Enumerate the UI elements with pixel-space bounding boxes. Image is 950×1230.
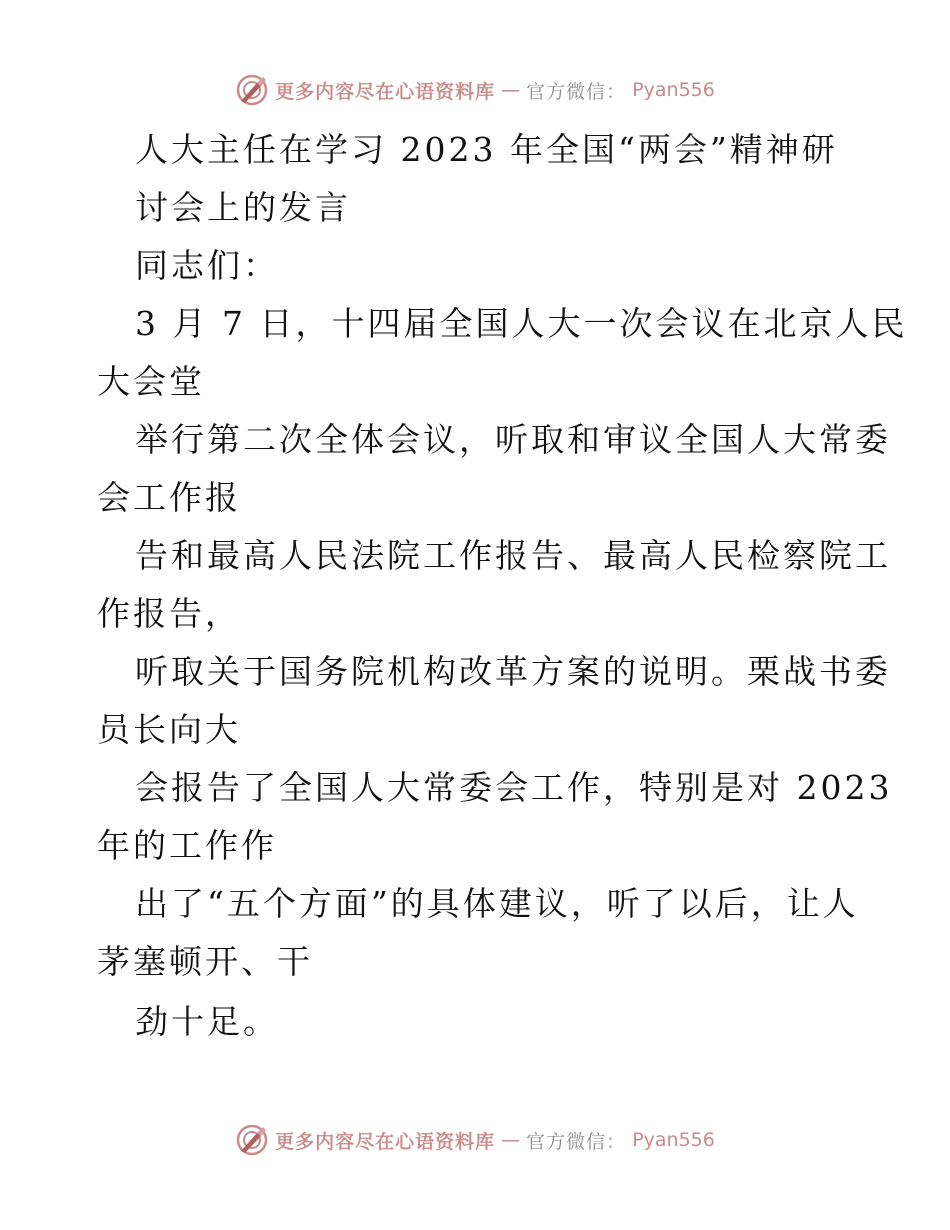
body-line: 年的工作作 [97,826,277,865]
watermark-tagline: 更多内容尽在心语资料库 [275,80,496,103]
watermark-wechat-id: Pyan556 [632,79,715,101]
document-title-line-1: 人大主任在学习 2023 年全国“两会”精神研 [135,130,838,169]
body-line: 大会堂 [97,362,205,401]
body-line: 会工作报 [97,478,241,517]
body-line: 3 月 7 日，十四届全国人大一次会议在北京人民 [135,304,908,343]
watermark-wechat-label: 官方微信： [526,1130,627,1153]
body-line: 员长向大 [97,710,241,749]
body-line: 举行第二次全体会议，听取和审议全国人大常委 [135,420,891,459]
pen-logo-icon [235,1123,269,1157]
watermark-wechat-id: Pyan556 [632,1129,715,1151]
watermark-wechat-label: 官方微信： [526,80,627,103]
watermark-separator: — [501,79,521,101]
body-line: 茅塞顿开、干 [97,942,313,981]
footer-watermark [0,1120,950,1160]
body-line: 会报告了全国人大常委会工作，特别是对 2023 [135,768,893,807]
watermark-separator: — [501,1129,521,1151]
body-line: 听取关于国务院机构改革方案的说明。栗战书委 [135,652,891,691]
document-salutation: 同志们： [135,246,279,285]
header-watermark [0,70,950,110]
body-line: 出了“五个方面”的具体建议，听了以后，让人 [135,884,859,923]
body-line: 告和最高人民法院工作报告、最高人民检察院工 [135,536,891,575]
document-title-line-2: 讨会上的发言 [135,188,351,227]
body-line: 作报告， [97,594,241,633]
body-line: 劲十足。 [135,1002,279,1041]
pen-logo-icon [235,73,269,107]
watermark-tagline: 更多内容尽在心语资料库 [275,1130,496,1153]
